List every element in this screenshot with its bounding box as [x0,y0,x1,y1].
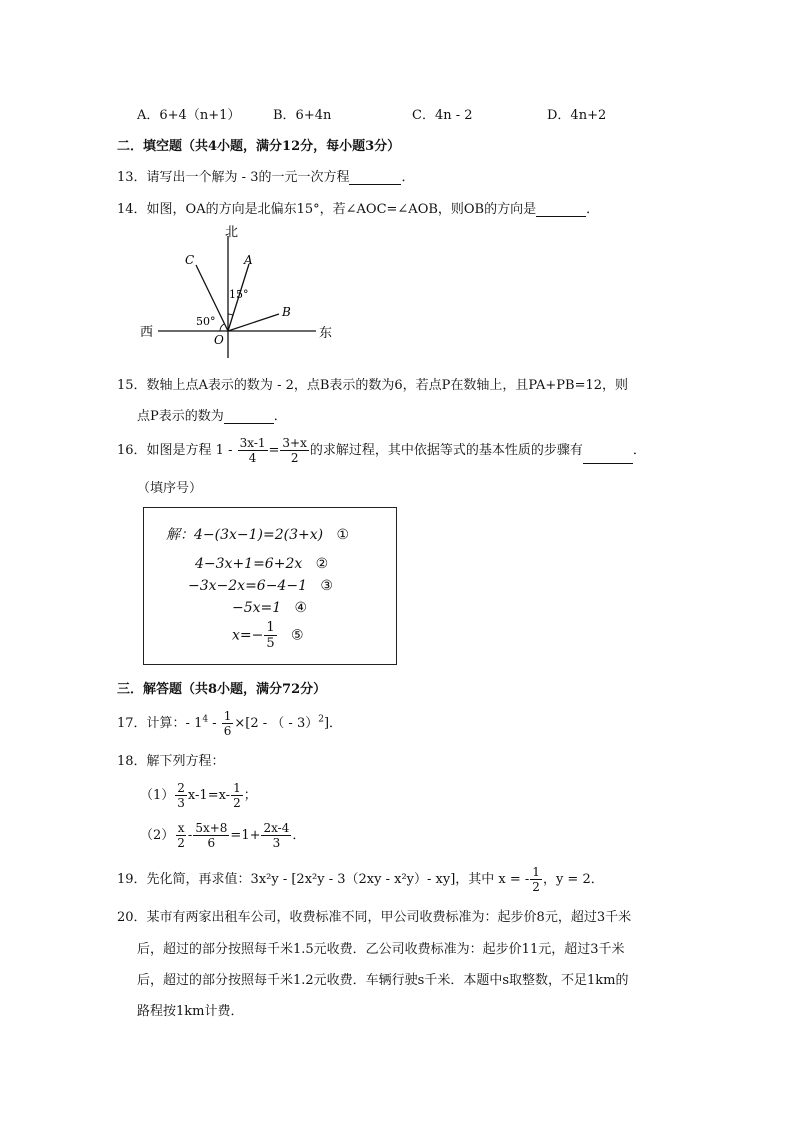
q18-p1-label: （1） [140,788,175,803]
step-5-num: 1 [266,620,275,635]
step-1-mark: ① [336,527,350,543]
q18-p2-frac2 [193,822,229,849]
q17-frac [222,710,234,737]
step-4 [232,600,307,616]
question-15-line2 [137,405,287,424]
option-b: B．6+4n [273,108,332,123]
option-d: D．4n+2 [547,108,607,123]
step-4-mark: ④ [294,600,308,616]
q15-blank [224,410,274,424]
step-5-mark: ⑤ [291,627,304,644]
label-west: 西 [140,325,154,340]
step-3 [188,578,333,594]
q16-frac2-num: 3+x [282,436,307,450]
q17-sup: 4 [202,714,209,725]
q18-p2-end: ． [292,828,306,843]
ray-ob [228,314,279,331]
q13-blank [349,171,401,185]
label-c: C [185,253,195,267]
q18-p2-num2: 5x+8 [195,821,228,835]
q16-frac2 [280,437,308,464]
q19-text: 19．先化简，再求值：3x²y - [2x²y - 3（2xy - x²y）- xy]，其中 x = - [117,872,530,887]
label-b: B [282,305,291,319]
q18-p1-frac1 [175,782,187,809]
option-a: A．6+4（n+1） [137,108,241,123]
q20-line2: 后，超过的部分按照每千米1.5元收费．乙公司收费标准为：起步价11元，超过3千米 [137,942,625,957]
q19-num: 1 [532,865,540,879]
q18-p2-frac1 [175,822,187,849]
question-16 [117,437,646,464]
question-19 [117,866,604,893]
q18-p1-frac2 [231,782,243,809]
q18-p2-mid: =1+ [230,828,261,843]
q16-frac2-den: 2 [290,451,299,465]
q18-p1-num2: 1 [233,781,241,795]
compass-figure [138,222,338,362]
label-north: 北 [225,225,239,240]
step-4-text: −5x=1 [232,600,282,616]
step-5-prefix: x=− [232,627,264,644]
q18-p1-mid: x-1=x- [187,788,231,803]
step-1 [166,524,349,544]
q15-line2-text: 点P表示的数为 [137,409,224,424]
q18-p2-den3: 3 [272,836,281,850]
q14-blank [536,203,586,217]
q16-frac1-den: 4 [248,451,257,465]
question-17 [117,710,342,737]
q17-den: 6 [223,724,232,738]
q18-p2-num3: 2x-4 [263,821,290,835]
step-3-text: −3x−2x=6−4−1 [188,578,307,594]
angle-arc-15 [228,314,233,315]
q16-suffix: 的求解过程，其中依据等式的基本性质的步骤有 [309,443,583,458]
q13-text: 13．请写出一个解为 - 3的一元一次方程 [117,170,350,185]
q16-note: （填序号） [137,481,203,496]
question-14 [117,198,599,217]
label-a: A [244,253,253,267]
q16-eq: = [268,443,280,458]
q17-minus: - [208,716,217,731]
q14-text: 14．如图，OA的方向是北偏东15°，若∠AOC=∠AOB，则OB的方向是 [117,202,537,217]
step-5 [232,621,304,650]
q20-line1: 20．某市有两家出租车公司，收费标准不同，甲公司收费标准为：起步价8元，超过3千米 [117,910,632,925]
q14-end: ． [586,202,600,217]
q17-sup2: 2 [318,714,324,725]
q18-p1-den2: 2 [233,796,241,810]
angle-15-label: 15° [229,288,249,301]
q15-end: ． [273,409,287,424]
q18-p2-label: （2） [140,828,175,843]
option-c: C．4n - 2 [412,108,473,123]
step-5-frac [264,621,276,650]
step-3-mark: ③ [320,578,333,594]
label-o: O [214,333,224,347]
q15-line1: 15．数轴上点A表示的数为 - 2，点B表示的数为6，若点P在数轴上，且PA+PB=12，则 [117,378,628,393]
q17-prefix: 17．计算：- 1 [117,716,203,731]
question-13 [117,166,415,185]
step-1-text: 解：4−(3x−1)=2(3+x) [166,527,324,543]
q13-end: ． [401,170,415,185]
q16-end: ． [632,443,646,458]
label-east: 东 [319,326,333,341]
q17-end: ]． [323,716,343,731]
q16-prefix: 16．如图是方程 1 - [117,443,233,458]
q16-frac1 [238,437,268,464]
q18-p2-num1: x [177,821,185,835]
section2-title: 二．填空题（共4小题，满分12分，每小题3分） [117,139,401,154]
step-2-mark: ② [315,556,329,572]
q20-line3: 后，超过的部分按照每千米1.2元收费．车辆行驶s千米．本题中s取整数，不足1km的 [137,973,629,988]
q18-p2-den2: 6 [207,836,216,850]
q16-blank [583,450,633,464]
q18-title: 18．解下列方程： [117,754,225,769]
q19-frac [530,866,542,893]
section3-title: 三．解答题（共8小题，满分72分） [117,682,327,697]
step-2-text: 4−3x+1=6+2x [195,556,303,572]
q18-part2 [140,822,305,849]
q18-p2-minus: - [187,828,193,843]
angle-50-label: 50° [196,315,216,328]
step-2 [195,556,328,572]
q19-den: 2 [532,880,540,894]
q17-num: 1 [223,709,232,723]
q16-frac1-num: 3x-1 [239,436,266,450]
q17-rest: ×[2 - （ - 3） [234,716,319,731]
q18-p1-end: ； [243,788,257,803]
q18-p1-num1: 2 [177,781,185,795]
angle-arc-50 [220,324,224,331]
q18-p2-den1: 2 [177,836,185,850]
q19-end: ，y = 2． [542,872,604,887]
solution-box [143,507,397,665]
q18-part1 [140,782,257,809]
q20-line4: 路程按1km计费． [137,1004,244,1019]
q18-p1-den1: 3 [177,796,185,810]
q18-p2-frac3 [261,822,291,849]
step-5-den: 5 [266,636,275,651]
